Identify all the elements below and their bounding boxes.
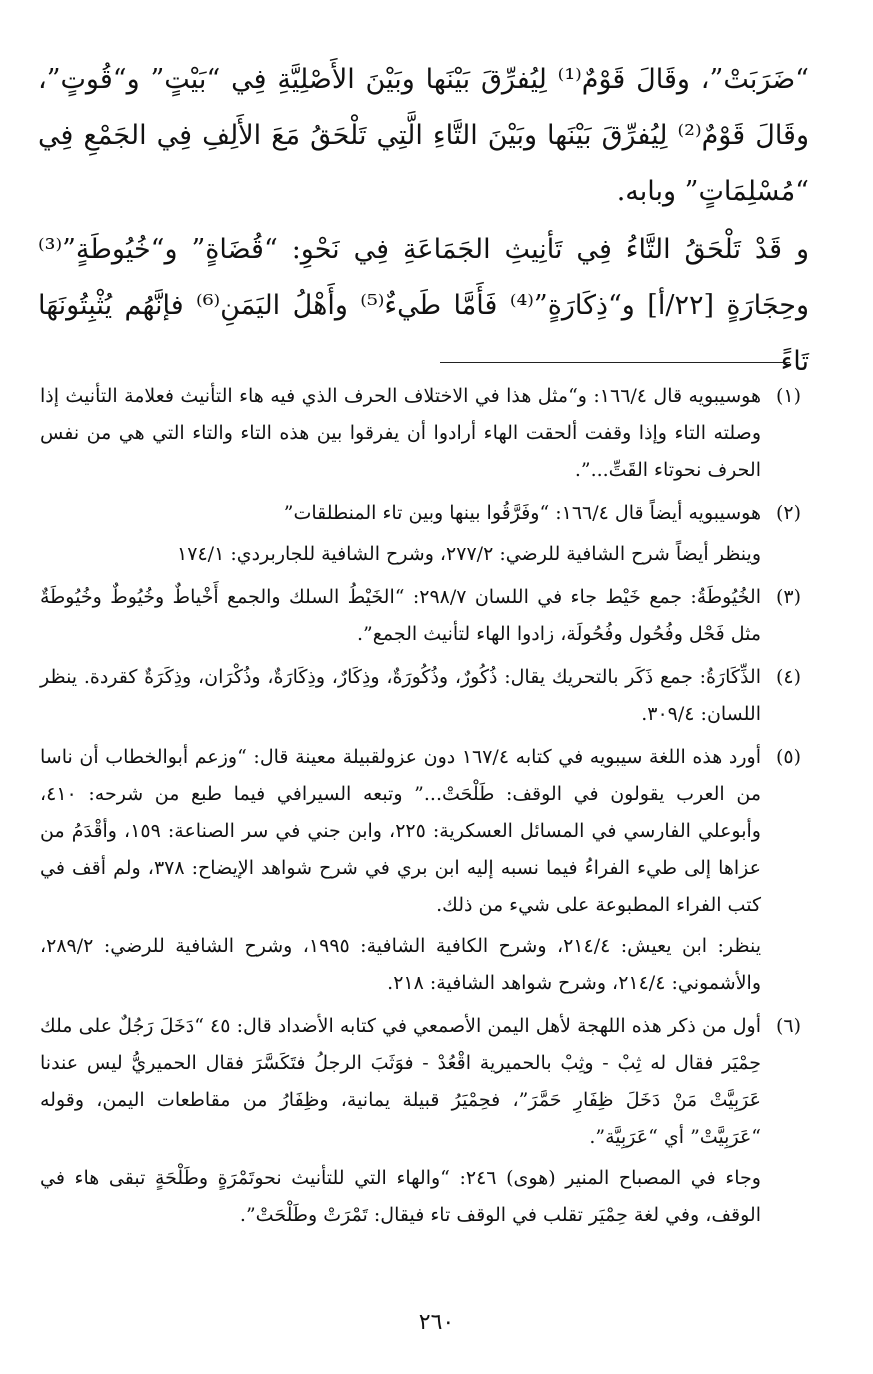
footnote-text: هوسيبويه قال ١٦٦/٤: و“مثل هذا في الاختلاف الحرف الذي فيه هاء التأنيث فعلامة التأنيث إذا وصلته التاء وإذا وقفت ألحقت الهاء أرادوا أن يفرقوا بين هذه التاء والتاء التي هي من نفس الحرف نحوتاء القَتِّ...”. (40, 385, 761, 481)
footnote-separator (440, 362, 790, 363)
footnote-text: ينظر: ابن يعيش: ٢١٤/٤، وشرح الكافية الشافية: ١٩٩٥، وشرح الشافية للرضي: ٢٨٩/٢، والأشموني: ٢١٤/٤، وشرح شواهد الشافية: ٢١٨. (40, 935, 761, 994)
footnote-body (40, 495, 761, 573)
footnotes (40, 378, 801, 1240)
footnote-text: الذِّكَارَةُ: جمع ذَكَر بالتحريك يقال: ذُكُورٌ، وذُكُورَةٌ، وذِكَارٌ، وذِكَارَةٌ، وذُكْرَان، وذِكَرَةٌ كقردة. ينظر اللسان: ٣٠٩/٤. (40, 666, 761, 725)
footnote-number: (٥) (775, 746, 801, 768)
footnote-number: (٣) (775, 586, 801, 608)
footnote (40, 659, 801, 733)
footnote-body (40, 659, 761, 733)
footnote-text: هوسيبويه أيضاً قال ١٦٦/٤: “وفَرَّقُوا بينها وبين تاء المنطلقات” (283, 502, 761, 524)
page-number: ٢٦٠ (418, 1310, 455, 1335)
main-paragraph: “ضَرَبَتْ”، وقَالَ قَوْمٌ⁽¹⁾ لِيُفرِّقَ بَيْنَها وبَيْنَ الأَصْلِيَّةِ فِي “بَيْتٍ” و“قُوتٍ”، وقَالَ قَوْمٌ⁽²⁾ لِيُفرِّقَ بَيْنَها وبَيْنَ التَّاءِ الَّتِي تَلْحَقُ مَعَ الأَلِفِ فِي الجَمْعِ فِي “مُسْلِمَاتٍ” وبابه. (38, 64, 809, 207)
footnote-body (40, 739, 761, 1002)
footnote-text: أورد هذه اللغة سيبويه في كتابه ١٦٧/٤ دون عزولقبيلة معينة قال: “وزعم أبوالخطاب أن ناسا من العرب يقولون في الوقف: طَلْحَتْ...” وتبعه السيرافي فيما طبع من شرحه: ٤١٠، وأبوعلي الفارسي في المسائل العسكرية: ٢٢٥، وابن جني في سر الصناعة: ١٥٩، وأقْدَمُ من عزاها إلى طيء الفراءُ فيما نسبه إليه ابن بري في شرح شواهد الإيضاح: ٣٧٨، ولم أقف في كتب الفراء المطبوعة على شيء من ذلك. (40, 746, 762, 916)
main-paragraph: و قَدْ تَلْحَقُ التَّاءُ فِي تَأنِيثِ الجَمَاعَةِ فِي نَحْوِ: “قُضَاةٍ” و“خُيُوطَةٍ”⁽³⁾ وحِجَارَةٍ [٢٢/أ] و“ذِكَارَةٍ”⁽⁴⁾ فَأَمَّا طَيءٌ⁽⁵⁾ وأَهْلُ اليَمَنِ⁽⁶⁾ فإنَّهُم يُثْبِتُونَهَا تَاءً (38, 234, 810, 377)
footnote-text: أول من ذكر هذه اللهجة لأهل اليمن الأصمعي في كتابه الأضداد قال: ٤٥ “دَخَلَ رَجُلٌ على ملك حِمْيَر فقال له ثِبْ - وثِبْ بالحميرية اقْعُدْ - فوَثَبَ الرجلُ فتَكَسَّرَ فقال الحميريُّ ليس عندنا عَرَبِيَّتْ مَنْ دَخَلَ ظِفَارِ حَمَّرَ”، فحِمْيَرُ قبيلة يمانية، وظِفَارُ من مقاطعات اليمن، وقوله “عَرَبِيَّتْ” أي “عَرَبِيَّة”. (40, 1015, 762, 1148)
footnote (40, 495, 801, 573)
footnote (40, 378, 801, 489)
footnote-text: وجاء في المصباح المنير (هوى) ٢٤٦: “والهاء التي للتأنيث نحوتَمْرَةٍ وطَلْحَةٍ تبقى هاء في الوقف، وفي لغة حِمْيَر تقلب في الوقف تاء فيقال: تَمْرَتْ وطَلْحَتْ”. (40, 1167, 761, 1226)
footnote-body (40, 1008, 761, 1234)
footnote-text: الخُيُوطَةُ: جمع خَيْط جاء في اللسان ٢٩٨/٧: “الخَيْطُ السلك والجمع أَخْياطٌ وخُيُوطٌ وخُيُوطَةٌ مثل فَحْل وفُحُول وفُحُولَة، زادوا الهاء لتأنيث الجمع”. (40, 586, 761, 645)
footnote (40, 1008, 801, 1234)
footnote-number: (٤) (775, 666, 801, 688)
footnote (40, 739, 801, 1002)
main-text (38, 52, 809, 390)
footnote-body (40, 378, 761, 489)
footnote-number: (٦) (775, 1015, 801, 1037)
footnote-body (40, 579, 761, 653)
footnote (40, 579, 801, 653)
footnote-number: (٢) (775, 502, 801, 524)
footnote-text: وينظر أيضاً شرح الشافية للرضي: ٢٧٧/٢، وشرح الشافية للجاربردي: ١٧٤/١ (177, 543, 761, 565)
footnote-number: (١) (775, 385, 801, 407)
